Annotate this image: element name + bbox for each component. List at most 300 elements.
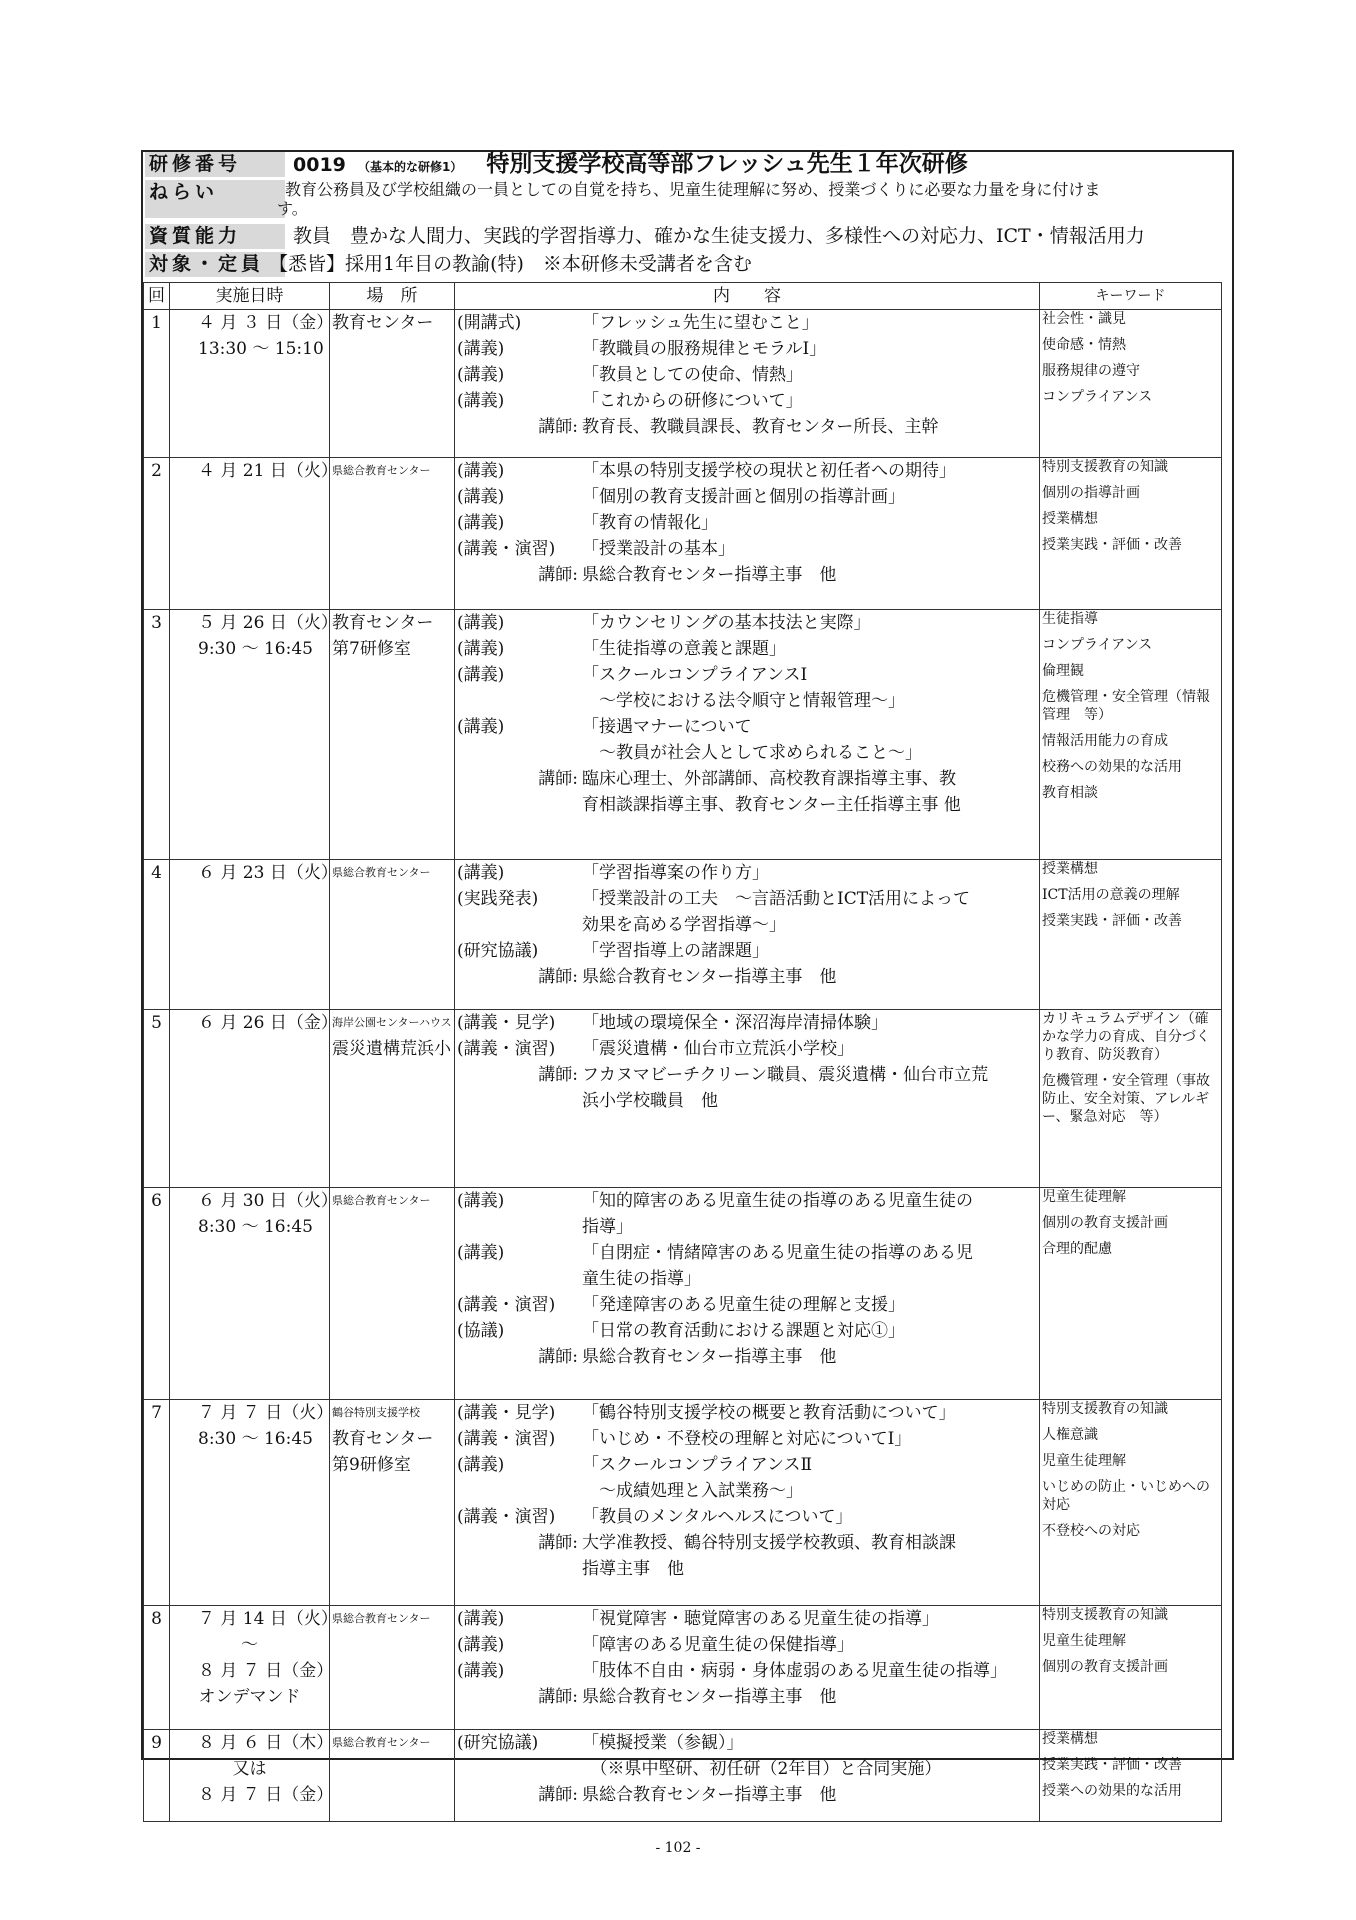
session-keywords <box>1040 1188 1222 1400</box>
session-item-type: (講義) <box>457 391 505 411</box>
page-number: - 102 - <box>655 1840 701 1856</box>
session-place-line: 教育センター <box>332 613 434 633</box>
session-item-title <box>582 1036 1037 1062</box>
session-item-title <box>582 388 1037 414</box>
session-item <box>457 1730 1037 1782</box>
session-keyword: 服務規律の遵守 <box>1042 363 1140 379</box>
course-title: 特別支援学校高等部フレッシュ先生１年次研修 <box>486 151 968 177</box>
session-item-title-line: 「地域の環境保全・深沼海岸清掃体験」 <box>582 1013 888 1033</box>
header-date: 実施日時 <box>170 283 330 310</box>
session-place-small: 鶴谷特別支援学校 <box>332 1406 420 1419</box>
session-item-title <box>582 1400 1037 1426</box>
session-round: 3 <box>144 610 170 860</box>
session-item-title <box>582 938 1037 964</box>
session-keyword: 特別支援教育の知識 <box>1042 1401 1168 1417</box>
session-date-line: ４ 月 ３ 日（金） <box>198 313 334 333</box>
session-keyword: 個別の教育支援計画 <box>1042 1659 1168 1675</box>
ability-text: 教員 豊かな人間力、実践的学習指導力、確かな生徒支援力、多様性への対応力、ICT・情報活用力 <box>293 225 1145 247</box>
session-row <box>144 310 1222 458</box>
session-item <box>457 1036 1037 1062</box>
session-item-type: (講義) <box>457 717 505 737</box>
session-date-line: ５ 月 26 日（火） <box>198 613 338 633</box>
session-date-line: ４ 月 21 日（火） <box>198 461 338 481</box>
session-row <box>144 610 1222 860</box>
session-keyword: 授業実践・評価・改善 <box>1042 913 1182 929</box>
session-place-small: 海岸公園センターハウス <box>332 1016 452 1029</box>
session-date-line: ７ 月 ７ 日（火） <box>198 1403 334 1423</box>
session-item-type: (講義・見学) <box>457 1403 556 1423</box>
session-item-title <box>582 1318 1037 1344</box>
session-item-type: (講義) <box>457 863 505 883</box>
session-keyword: 使命感・情熱 <box>1042 337 1126 353</box>
session-place <box>330 1010 455 1188</box>
session-item <box>457 610 1037 636</box>
session-item <box>457 886 1037 938</box>
course-number-value-group <box>293 152 968 180</box>
session-lecturer-label: 講師: <box>538 1347 578 1367</box>
session-item-title <box>582 886 1037 938</box>
session-keyword: 特別支援教育の知識 <box>1042 1607 1168 1623</box>
session-keyword: 特別支援教育の知識 <box>1042 459 1168 475</box>
session-lecturer-line: 県総合教育センター指導主事 他 <box>582 1687 837 1707</box>
session-keyword: 児童生徒理解 <box>1042 1633 1126 1649</box>
session-item <box>457 310 1037 336</box>
session-lecturer-line: 県総合教育センター指導主事 他 <box>582 1785 837 1805</box>
session-keywords <box>1040 458 1222 610</box>
session-lecturer <box>457 1062 1037 1114</box>
session-item <box>457 388 1037 414</box>
session-item-title <box>582 662 1037 714</box>
session-item <box>457 938 1037 964</box>
session-row <box>144 1010 1222 1188</box>
session-keyword: 情報活用能力の育成 <box>1042 733 1168 749</box>
session-item <box>457 536 1037 562</box>
session-lecturer-label: 講師: <box>538 1065 578 1085</box>
session-item-title-line: 「肢体不自由・病弱・身体虚弱のある児童生徒の指導」 <box>582 1661 1007 1681</box>
session-item-title <box>582 362 1037 388</box>
session-keywords <box>1040 860 1222 1010</box>
course-type: （基本的な研修1） <box>357 160 463 174</box>
session-item-title <box>582 1452 1037 1504</box>
session-date-line: ６ 月 30 日（火） <box>198 1191 338 1211</box>
session-item-title-line: 「教員としての使命、情熱」 <box>582 365 803 385</box>
session-lecturer-line: 育相談課指導主事、教育センター主任指導主事 他 <box>582 795 961 815</box>
session-item-title-line: 「発達障害のある児童生徒の理解と支援」 <box>582 1295 905 1315</box>
session-date-line: ６ 月 26 日（金） <box>198 1013 338 1033</box>
session-keywords <box>1040 1606 1222 1730</box>
session-keyword: 倫理観 <box>1042 663 1084 679</box>
session-place-line: 震災遺構荒浜小 <box>332 1039 451 1059</box>
schedule-body <box>144 310 1222 1822</box>
session-item-title-line: ～成績処理と入試業務～」 <box>582 1481 803 1501</box>
session-content <box>455 1606 1040 1730</box>
session-place <box>330 1730 455 1822</box>
session-date-line: ～ <box>241 1635 258 1655</box>
session-keywords <box>1040 1400 1222 1606</box>
session-item-title <box>582 1658 1037 1684</box>
session-item <box>457 1504 1037 1530</box>
session-keyword: 教育相談 <box>1042 785 1098 801</box>
session-place-line: 第7研修室 <box>332 639 411 659</box>
session-item-title-line: 「学習指導上の諸課題」 <box>582 941 769 961</box>
session-place-small: 県総合教育センター <box>332 1612 431 1625</box>
session-item-title <box>582 1606 1037 1632</box>
session-item-title <box>582 458 1037 484</box>
session-item-type: (講義・演習) <box>457 1295 556 1315</box>
session-item-title-line: 指導」 <box>582 1217 633 1237</box>
session-item <box>457 1658 1037 1684</box>
session-item-title-line: ～教員が社会人として求められること～」 <box>582 743 922 763</box>
session-item-title-line: 童生徒の指導」 <box>582 1269 701 1289</box>
session-item-type: (講義) <box>457 513 505 533</box>
header-keywords: キーワード <box>1040 283 1222 310</box>
session-item <box>457 1318 1037 1344</box>
session-place-line: 教育センター <box>332 313 434 333</box>
session-item-title <box>582 636 1037 662</box>
session-keyword: ICT活用の意義の理解 <box>1042 887 1180 903</box>
session-item-title-line: 「教職員の服務規律とモラルⅠ」 <box>582 339 827 359</box>
session-item-title-line: 「カウンセリングの基本技法と実際」 <box>582 613 871 633</box>
header-round: 回 <box>144 283 170 310</box>
session-item <box>457 1188 1037 1240</box>
session-date <box>170 458 338 610</box>
session-keyword: コンプライアンス <box>1042 389 1153 405</box>
session-item <box>457 1606 1037 1632</box>
session-round: 1 <box>144 310 170 458</box>
session-lecturer-line: 浜小学校職員 他 <box>582 1091 718 1111</box>
session-lecturer <box>457 1782 1037 1808</box>
session-item-title <box>582 714 1037 766</box>
session-content <box>455 458 1040 610</box>
session-place <box>330 1606 455 1730</box>
session-item-title-line: 「これからの研修について」 <box>582 391 803 411</box>
session-item-title-line: 「フレッシュ先生に望むこと」 <box>582 313 819 333</box>
session-item-type: (開講式) <box>457 313 522 333</box>
session-place-small: 県総合教育センター <box>332 866 431 879</box>
session-item-title <box>582 860 1037 886</box>
session-item-title-line: 「本県の特別支援学校の現状と初任者への期待」 <box>582 461 956 481</box>
session-keyword: 授業構想 <box>1042 1731 1098 1747</box>
session-item-title <box>582 1632 1037 1658</box>
session-keyword: 不登校への対応 <box>1042 1523 1140 1539</box>
session-item <box>457 1452 1037 1504</box>
session-round: 4 <box>144 860 170 1010</box>
session-item-type: (協議) <box>457 1321 505 1341</box>
session-item <box>457 484 1037 510</box>
session-date <box>170 610 338 860</box>
session-place <box>330 610 455 860</box>
session-row <box>144 458 1222 610</box>
session-item <box>457 714 1037 766</box>
session-item-title-line: 「模擬授業（参観）」 <box>582 1733 744 1753</box>
session-date <box>170 1606 338 1730</box>
session-item-type: (講義・見学) <box>457 1013 556 1033</box>
session-keyword: 児童生徒理解 <box>1042 1189 1126 1205</box>
session-date-line: 又は <box>232 1759 267 1779</box>
session-round: 5 <box>144 1010 170 1188</box>
session-item-title <box>582 1504 1037 1530</box>
session-item-title <box>582 536 1037 562</box>
session-lecturer-label: 講師: <box>538 1687 578 1707</box>
session-date-line: 8:30 ～ 16:45 <box>198 1429 313 1449</box>
session-item-title-line: 「いじめ・不登校の理解と対応についてⅠ」 <box>582 1429 912 1449</box>
session-date-line: オンデマンド <box>198 1687 301 1707</box>
session-item-title-line: 「スクールコンプライアンスⅡ <box>582 1455 813 1475</box>
header-place: 場 所 <box>330 283 455 310</box>
session-item-title-line: 「授業設計の工夫 ～言語活動とICT活用によって <box>582 889 971 909</box>
session-keywords <box>1040 610 1222 860</box>
session-item-type: (講義) <box>457 1609 505 1629</box>
session-lecturer-names <box>582 964 1037 990</box>
session-item <box>457 1292 1037 1318</box>
session-item-title <box>582 510 1037 536</box>
session-item-type: (講義・演習) <box>457 1429 556 1449</box>
session-date <box>170 310 334 458</box>
session-lecturer-names <box>582 1782 1037 1808</box>
session-lecturer-line: 県総合教育センター指導主事 他 <box>582 967 837 987</box>
session-keyword: 人権意識 <box>1042 1427 1098 1443</box>
session-item-title-line: 「教員のメンタルヘルスについて」 <box>582 1507 853 1527</box>
session-item-title <box>582 610 1037 636</box>
session-date <box>170 1730 334 1822</box>
session-item <box>457 636 1037 662</box>
session-round: 7 <box>144 1400 170 1606</box>
session-item-title-line: 効果を高める学習指導～」 <box>582 915 786 935</box>
course-number-label: 研修番号 <box>145 152 285 177</box>
session-content <box>455 610 1040 860</box>
session-item <box>457 510 1037 536</box>
session-date-line: ７ 月 14 日（火） <box>198 1609 338 1629</box>
session-keyword: 社会性・識見 <box>1042 311 1126 327</box>
session-keywords <box>1040 1010 1222 1188</box>
session-keyword: 授業構想 <box>1042 511 1098 527</box>
session-lecturer-line: 指導主事 他 <box>582 1559 684 1579</box>
session-lecturer-label: 講師: <box>538 967 578 987</box>
session-lecturer <box>457 964 1037 990</box>
session-item-type: (講義) <box>457 461 505 481</box>
session-lecturer-line: 教育長、教職員課長、教育センター所長、主幹 <box>582 417 939 437</box>
session-lecturer-names <box>582 414 1037 440</box>
session-item-type: (実践発表) <box>457 889 539 909</box>
session-keyword: 危機管理・安全管理（事故防止、安全対策、アレルギー、緊急対応 等） <box>1042 1073 1210 1125</box>
session-item <box>457 662 1037 714</box>
session-keyword: 授業への効果的な活用 <box>1042 1783 1182 1799</box>
session-lecturer <box>457 1684 1037 1710</box>
session-date-line: 13:30 ～ 15:10 <box>198 339 324 359</box>
session-place-line: 教育センター <box>332 1429 434 1449</box>
session-place <box>330 860 455 1010</box>
session-lecturer <box>457 766 1037 818</box>
ability-label: 資質能力 <box>145 224 285 249</box>
session-item-type: (講義) <box>457 1455 505 1475</box>
session-item <box>457 1400 1037 1426</box>
session-date <box>170 1188 338 1400</box>
session-item-type: (講義・演習) <box>457 1507 556 1527</box>
session-item-title-line: （※県中堅研、初任研（2年目）と合同実施） <box>582 1759 942 1779</box>
session-item-title-line: 「接遇マナーについて <box>582 717 752 737</box>
aim-text-line-2: す。 <box>277 199 308 218</box>
session-row <box>144 1606 1222 1730</box>
session-keyword: 授業構想 <box>1042 861 1098 877</box>
session-content <box>455 860 1040 1010</box>
session-date <box>170 1400 334 1606</box>
session-item-type: (講義) <box>457 339 505 359</box>
session-item <box>457 860 1037 886</box>
session-lecturer-names <box>582 766 1037 818</box>
session-place-small: 県総合教育センター <box>332 1194 431 1207</box>
session-keyword: 生徒指導 <box>1042 611 1098 627</box>
session-item-title <box>582 336 1037 362</box>
session-keyword: いじめの防止・いじめへの対応 <box>1042 1479 1210 1513</box>
header-content: 内 容 <box>455 283 1040 310</box>
session-place <box>330 1188 455 1400</box>
session-item-type: (講義) <box>457 639 505 659</box>
session-lecturer-line: フカヌマビーチクリーン職員、震災遺構・仙台市立荒 <box>582 1065 989 1085</box>
session-item <box>457 362 1037 388</box>
session-lecturer-names <box>582 1530 1037 1582</box>
session-item-title <box>582 1240 1037 1292</box>
session-item-type: (研究協議) <box>457 1733 539 1753</box>
session-item <box>457 336 1037 362</box>
session-lecturer-label: 講師: <box>538 417 578 437</box>
session-item <box>457 458 1037 484</box>
session-lecturer <box>457 414 1037 440</box>
session-item-type: (研究協議) <box>457 941 539 961</box>
session-keyword: 授業実践・評価・改善 <box>1042 537 1182 553</box>
session-lecturer-line: 県総合教育センター指導主事 他 <box>582 565 837 585</box>
session-keyword: 危機管理・安全管理（情報管理 等） <box>1042 689 1210 723</box>
session-row <box>144 1730 1222 1822</box>
session-date <box>170 1010 338 1188</box>
session-date-line: ８ 月 ６ 日（木） <box>198 1733 334 1753</box>
session-item-type: (講義) <box>457 1635 505 1655</box>
table-header-row <box>144 283 1222 310</box>
session-date-line: ６ 月 23 日（火） <box>198 863 338 883</box>
session-item-title-line: 「知的障害のある児童生徒の指導のある児童生徒の <box>582 1191 973 1211</box>
session-item-title-line: 「学習指導案の作り方」 <box>582 863 769 883</box>
session-date-line: 9:30 ～ 16:45 <box>198 639 313 659</box>
session-keyword: カリキュラムデザイン（確かな学力の育成、自分づくり教育、防災教育） <box>1042 1011 1210 1063</box>
session-item-title-line: 「震災遺構・仙台市立荒浜小学校」 <box>582 1039 854 1059</box>
session-date-line: 8:30 ～ 16:45 <box>198 1217 313 1237</box>
session-date <box>170 860 338 1010</box>
session-row <box>144 1400 1222 1606</box>
session-row <box>144 1188 1222 1400</box>
session-lecturer <box>457 1530 1037 1582</box>
session-item-title <box>582 484 1037 510</box>
session-item-type: (講義) <box>457 613 505 633</box>
session-item-title <box>582 1730 1037 1782</box>
session-item-title-line: 「視覚障害・聴覚障害のある児童生徒の指導」 <box>582 1609 939 1629</box>
session-item-title-line: 「教育の情報化」 <box>582 513 718 533</box>
session-round: 9 <box>144 1730 170 1822</box>
session-item <box>457 1010 1037 1036</box>
session-round: 6 <box>144 1188 170 1400</box>
session-item-title-line: 「鶴谷特別支援学校の概要と教育活動について」 <box>582 1403 956 1423</box>
schedule-table <box>143 282 1222 1822</box>
session-lecturer-names <box>582 1684 1037 1710</box>
aim-text-line-1: 教育公務員及び学校組織の一員としての自覚を持ち、児童生徒理解に努め、授業づくりに必要な力量を身に付けま <box>285 180 1101 199</box>
target-label: 対象・定員 <box>145 252 285 277</box>
aim-label: ねらい <box>145 180 285 218</box>
session-item-type: (講義) <box>457 487 505 507</box>
course-number: 0019 <box>293 154 346 176</box>
session-keyword: コンプライアンス <box>1042 637 1153 653</box>
session-item-title-line: 「障害のある児童生徒の保健指導」 <box>582 1635 854 1655</box>
session-item-title-line: 「個別の教育支援計画と個別の指導計画」 <box>582 487 905 507</box>
session-item-title <box>582 1010 1037 1036</box>
session-keyword: 校務への効果的な活用 <box>1042 759 1182 775</box>
session-item-type: (講義) <box>457 665 505 685</box>
session-lecturer-names <box>582 1344 1037 1370</box>
session-row <box>144 860 1222 1010</box>
session-content <box>455 1400 1040 1606</box>
session-item-type: (講義) <box>457 1243 505 1263</box>
session-item-title-line: 「授業設計の基本」 <box>582 539 735 559</box>
session-lecturer <box>457 562 1037 588</box>
session-keyword: 合理的配慮 <box>1042 1241 1112 1257</box>
session-item-title-line: 「自閉症・情緒障害のある児童生徒の指導のある児 <box>582 1243 973 1263</box>
session-round: 8 <box>144 1606 170 1730</box>
session-item-type: (講義) <box>457 1661 505 1681</box>
session-lecturer-names <box>582 1062 1037 1114</box>
session-content <box>455 1010 1040 1188</box>
session-keyword: 児童生徒理解 <box>1042 1453 1126 1469</box>
aim-text <box>277 180 1100 218</box>
session-item-type: (講義・演習) <box>457 1039 556 1059</box>
session-lecturer-label: 講師: <box>538 1785 578 1805</box>
session-lecturer-label: 講師: <box>538 1533 578 1553</box>
session-keyword: 授業実践・評価・改善 <box>1042 1757 1182 1773</box>
session-item-type: (講義) <box>457 1191 505 1211</box>
session-item-title-line: ～学校における法令順守と情報管理～」 <box>582 691 905 711</box>
session-item <box>457 1426 1037 1452</box>
session-place <box>330 310 455 458</box>
session-item-type: (講義) <box>457 365 505 385</box>
session-item-title <box>582 1188 1037 1240</box>
session-keywords <box>1040 1730 1222 1822</box>
session-date-line: ８ 月 ７ 日（金） <box>198 1785 334 1805</box>
target-text: 【悉皆】採用1年目の教諭(特) ※本研修未受講者を含む <box>269 253 752 275</box>
session-place <box>330 1400 455 1606</box>
session-lecturer-line: 県総合教育センター指導主事 他 <box>582 1347 837 1367</box>
session-item-title <box>582 1292 1037 1318</box>
session-item-title-line: 「スクールコンプライアンスⅠ <box>582 665 808 685</box>
session-lecturer-names <box>582 562 1037 588</box>
session-lecturer-label: 講師: <box>538 769 578 789</box>
session-lecturer-line: 臨床心理士、外部講師、高校教育課指導主事、教 <box>582 769 956 789</box>
session-keywords <box>1040 310 1222 458</box>
session-place-small: 県総合教育センター <box>332 464 431 477</box>
session-date-line: ８ 月 ７ 日（金） <box>198 1661 334 1681</box>
session-round: 2 <box>144 458 170 610</box>
session-item <box>457 1632 1037 1658</box>
session-item-title <box>582 310 1037 336</box>
session-place <box>330 458 455 610</box>
session-item <box>457 1240 1037 1292</box>
session-lecturer-line: 大学准教授、鶴谷特別支援学校教頭、教育相談課 <box>582 1533 956 1553</box>
session-lecturer <box>457 1344 1037 1370</box>
session-lecturer-label: 講師: <box>538 565 578 585</box>
session-keyword: 個別の指導計画 <box>1042 485 1140 501</box>
session-content <box>455 1188 1040 1400</box>
session-keyword: 個別の教育支援計画 <box>1042 1215 1168 1231</box>
session-content <box>455 1730 1040 1822</box>
session-item-title-line: 「生徒指導の意義と課題」 <box>582 639 786 659</box>
session-item-title-line: 「日常の教育活動における課題と対応①」 <box>582 1321 905 1341</box>
session-place-line: 第9研修室 <box>332 1455 411 1475</box>
session-place-small: 県総合教育センター <box>332 1736 431 1749</box>
